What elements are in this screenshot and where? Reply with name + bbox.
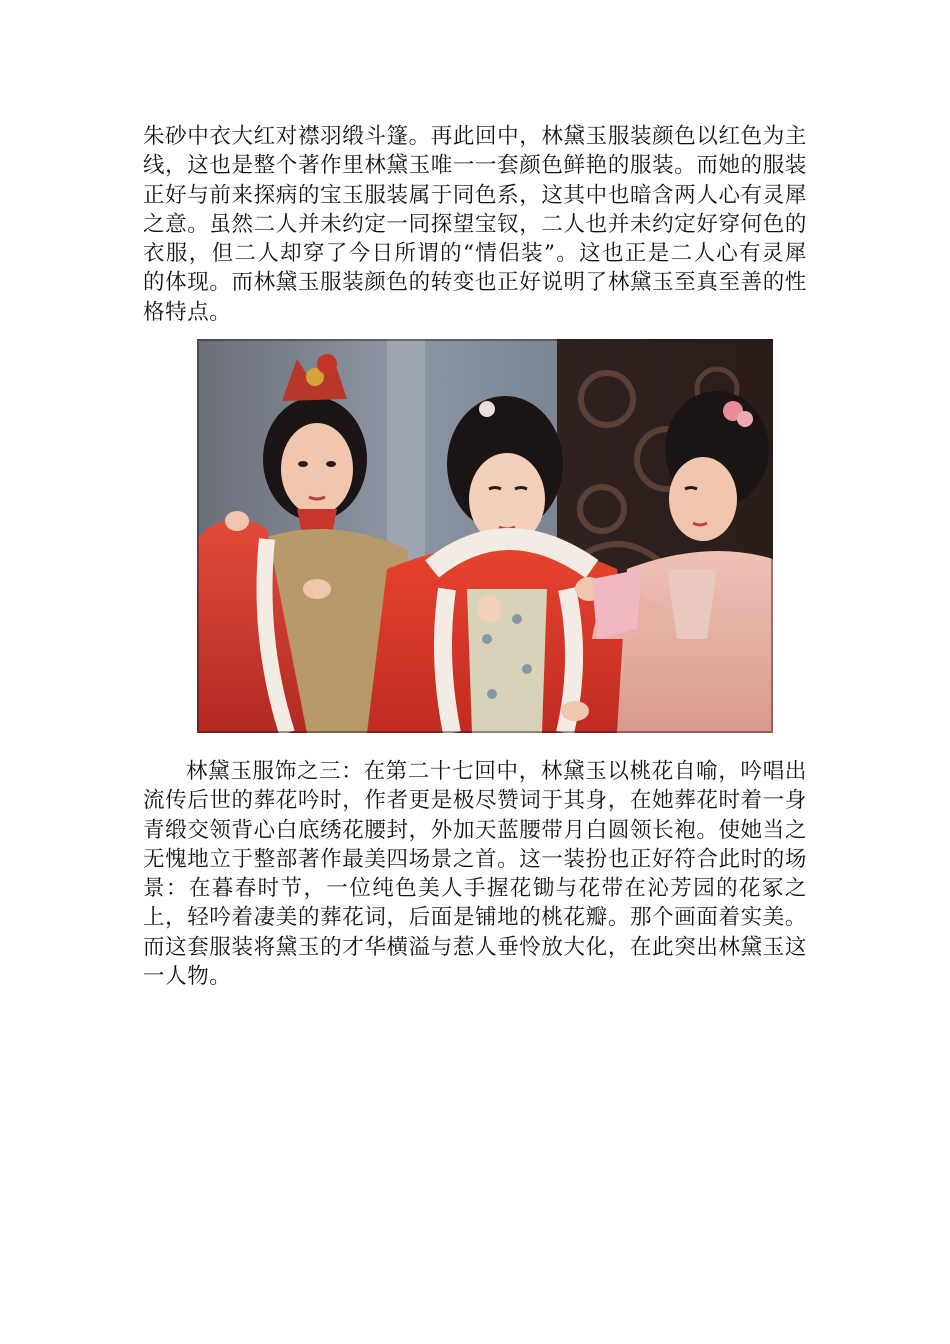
drama-still-photo bbox=[197, 339, 773, 733]
photo-illustration bbox=[197, 339, 773, 733]
paragraph-1: 朱砂中衣大红对襟羽缎斗篷。再此回中，林黛玉服装颜色以红色为主线，这也是整个著作里林黛玉唯一一套颜色鲜艳的服装。而她的服装正好与前来探病的宝玉服装属于同色系，这其中也暗含两人心有灵犀之意。虽然二人并未约定一同探望宝钗，二人也并未约定好穿何色的衣服，但二人却穿了今日所谓的“情侣装”。这也正是二人心有灵犀的体现。而林黛玉服装颜色的转变也正好说明了林黛玉至真至善的性格特点。 bbox=[143, 124, 807, 325]
paragraph-2: 林黛玉服饰之三：在第二十七回中，林黛玉以桃花自喻，吟唱出流传后世的葬花吟时，作者更是极尽赞词于其身，在她葬花时着一身青缎交领背心白底绣花腰封，外加天蓝腰带月白圆领长袍。使她当之无愧地立于整部著作最美四场景之首。这一装扮也正好符合此时的场景：在暮春时节，一位纯色美人手握花锄与花带在沁芳园的花冢之上，轻吟着凄美的葬花词，后面是铺地的桃花瓣。那个画面着实美。而这套服装将黛玉的才华横溢与惹人垂怜放大化，在此突出林黛玉这一人物。 bbox=[143, 759, 807, 990]
